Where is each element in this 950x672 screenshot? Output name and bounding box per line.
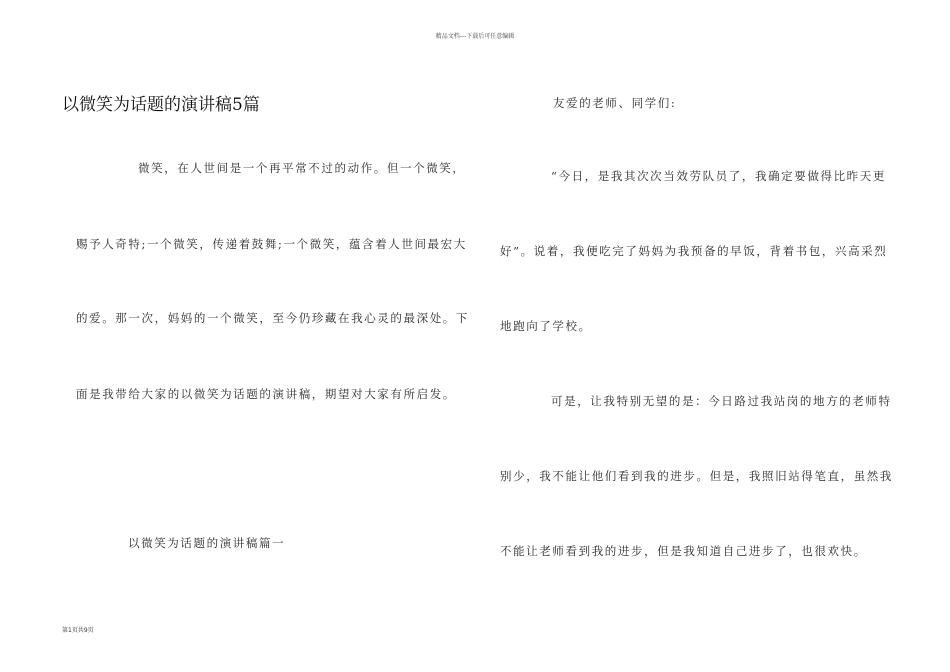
page-number-footer: 第1页共9页 xyxy=(62,627,94,634)
left-paragraph-line: 的爱。那一次，妈妈的一个微笑，至今仍珍藏在我心灵的最深处。下 xyxy=(76,311,469,325)
left-paragraph-line: 赐予人奇特;一个微笑，传递着鼓舞;一个微笑，蕴含着人世间最宏大 xyxy=(76,237,467,251)
right-paragraph-line: 别少，我不能让他们看到我的进步。但是，我照旧站得笔直，虽然我 xyxy=(500,469,893,483)
left-paragraph-line: 微笑，在人世间是一个再平常不过的动作。但一个微笑， xyxy=(138,161,466,175)
right-paragraph-line: 不能让老师看到我的进步，但是我知道自己进步了，也很欢快。 xyxy=(500,544,867,558)
right-paragraph-line: 地跑向了学校。 xyxy=(500,319,592,333)
right-paragraph-line: “今日，是我其次次当效劳队员了，我确定要做得比昨天更 xyxy=(551,169,886,183)
right-paragraph-line: 可是，让我特别无望的是：今日路过我站岗的地方的老师特 xyxy=(551,394,892,408)
section-heading: 以微笑为话题的演讲稿篇一 xyxy=(128,536,286,550)
left-paragraph-line: 面是我带给大家的以微笑为话题的演讲稿，期望对大家有所启发。 xyxy=(76,387,456,401)
right-paragraph-line: 友爱的老师、同学们: xyxy=(553,96,677,110)
document-title: 以微笑为话题的演讲稿5篇 xyxy=(62,95,260,115)
page-header-note: 精品文档---下载后可任意编辑 xyxy=(435,33,515,40)
right-paragraph-line: 好”。说着，我便吃完了妈妈为我预备的早饭，背着书包，兴高采烈 xyxy=(500,244,888,258)
